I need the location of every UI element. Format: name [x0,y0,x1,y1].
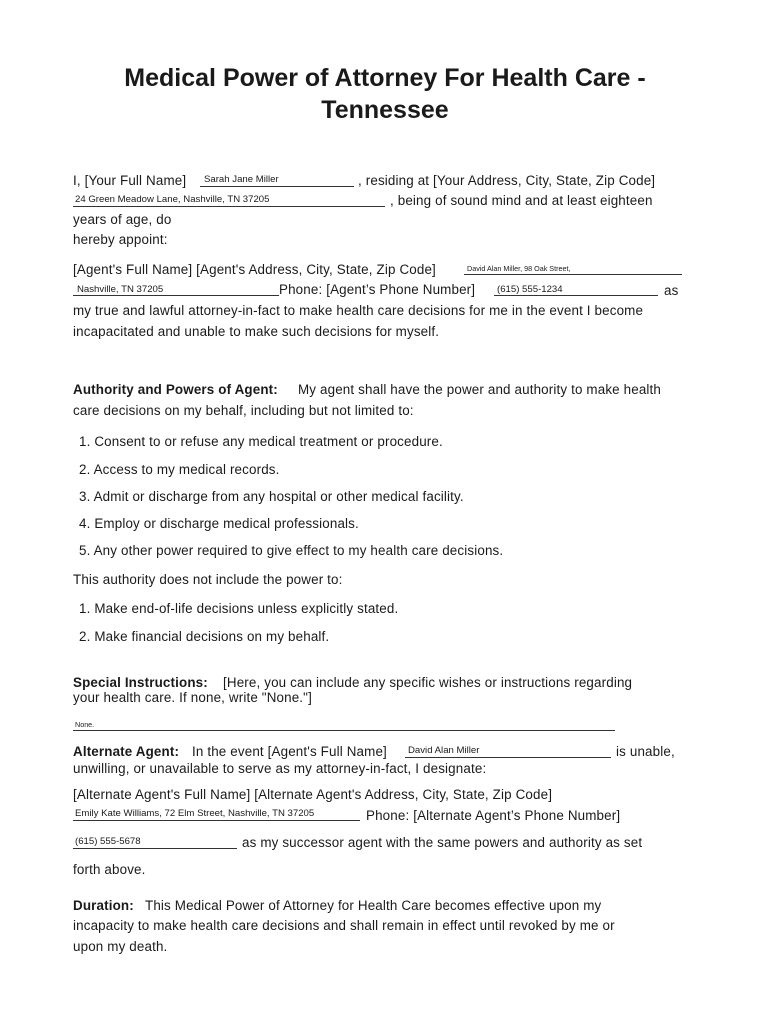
principal-name-field[interactable] [200,186,354,187]
special-instructions-field[interactable] [73,730,615,731]
alternate-agent-name-field[interactable] [405,757,611,758]
principal-address-value: 24 Green Meadow Lane, Nashville, TN 37205 [75,194,270,205]
special-text-1: [Here, you can include any specific wishes or instructions regarding [223,675,633,690]
principal-address-field[interactable] [73,206,385,207]
special-instructions-value: None. [75,720,95,729]
authority-item: 5. Any other power required to give effect to my health care decisions. [79,543,504,558]
agent-phone-value: (615) 555-1234 [497,284,563,295]
authority-heading: Authority and Powers of Agent: [73,382,278,397]
authority-text-1: My agent shall have the power and authority to make health [298,382,662,397]
alternate-name-address-field[interactable] [73,820,360,821]
authority-item: 4. Employ or discharge medical professionals. [79,516,359,531]
duration-text-1: This Medical Power of Attorney for Health Care becomes effective upon my [145,898,602,913]
intro-label-name: I, [Your Full Name] [73,173,187,188]
authority-item: 2. Access to my medical records. [79,462,280,477]
alternate-phone-value: (615) 555-5678 [75,836,141,847]
principal-name-value: Sarah Jane Miller [204,174,279,185]
agent-phone-field[interactable] [494,295,658,296]
exclusion-item: 2. Make financial decisions on my behalf. [79,629,330,644]
alternate-agent-name-value: David Alan Miller [408,745,480,756]
alternate-text-1: In the event [Agent's Full Name] [192,744,387,759]
alternate-forth-above: forth above. [73,862,146,877]
alternate-text-2: unwilling, or unavailable to serve as my attorney-in-fact, I designate: [73,761,487,776]
alternate-label: [Alternate Agent's Full Name] [Alternate Agent's Address, City, State, Zip Code] [73,787,553,802]
agent-label: [Agent's Full Name] [Agent's Address, City, State, Zip Code] [73,262,436,277]
document-title: Medical Power of Attorney For Health Care - [124,64,646,92]
special-text-2: your health care. If none, write "None."] [73,690,312,705]
alternate-phone-label: Phone: [Alternate Agent’s Phone Number] [366,808,621,823]
alternate-unable: is unable, [616,744,675,759]
alternate-name-address-value: Emily Kate Williams, 72 Elm Street, Nashville, TN 37205 [75,808,315,819]
alternate-phone-field[interactable] [73,848,237,849]
intro-label-residing: , residing at [Your Address, City, State, Zip Code] [358,173,656,188]
authority-item: 3. Admit or discharge from any hospital or other medical facility. [79,489,464,504]
authority-text-2: care decisions on my behalf, including but not limited to: [73,403,414,418]
intro-appoint: hereby appoint: [73,232,168,247]
agent-city-field[interactable] [73,295,279,296]
authority-item: 1. Consent to or refuse any medical treatment or procedure. [79,434,443,449]
duration-heading: Duration: [73,898,134,913]
intro-years: years of age, do [73,212,172,227]
agent-as: as [664,283,679,298]
agent-city-value: Nashville, TN 37205 [77,284,164,295]
agent-phone-label: Phone: [Agent’s Phone Number] [279,282,476,297]
exclusion-intro: This authority does not include the power to: [73,572,343,587]
agent-incapacitated-text: incapacitated and unable to make such decisions for myself. [73,324,440,339]
document-title-state: Tennessee [321,96,449,124]
intro-sound-mind: , being of sound mind and at least eighteen [390,193,653,208]
alternate-heading: Alternate Agent: [73,744,180,759]
agent-attorney-text: my true and lawful attorney-in-fact to make health care decisions for me in the event I become [73,303,644,318]
agent-name-address-field[interactable] [464,274,682,275]
agent-name-address-value: David Alan Miller, 98 Oak Street, [467,264,571,273]
exclusion-item: 1. Make end-of-life decisions unless explicitly stated. [79,601,399,616]
duration-text-3: upon my death. [73,939,168,954]
duration-text-2: incapacity to make health care decisions and shall remain in effect until revoked by me or [73,918,615,933]
alternate-successor-text: as my successor agent with the same powers and authority as set [242,835,643,850]
special-heading: Special Instructions: [73,675,208,690]
